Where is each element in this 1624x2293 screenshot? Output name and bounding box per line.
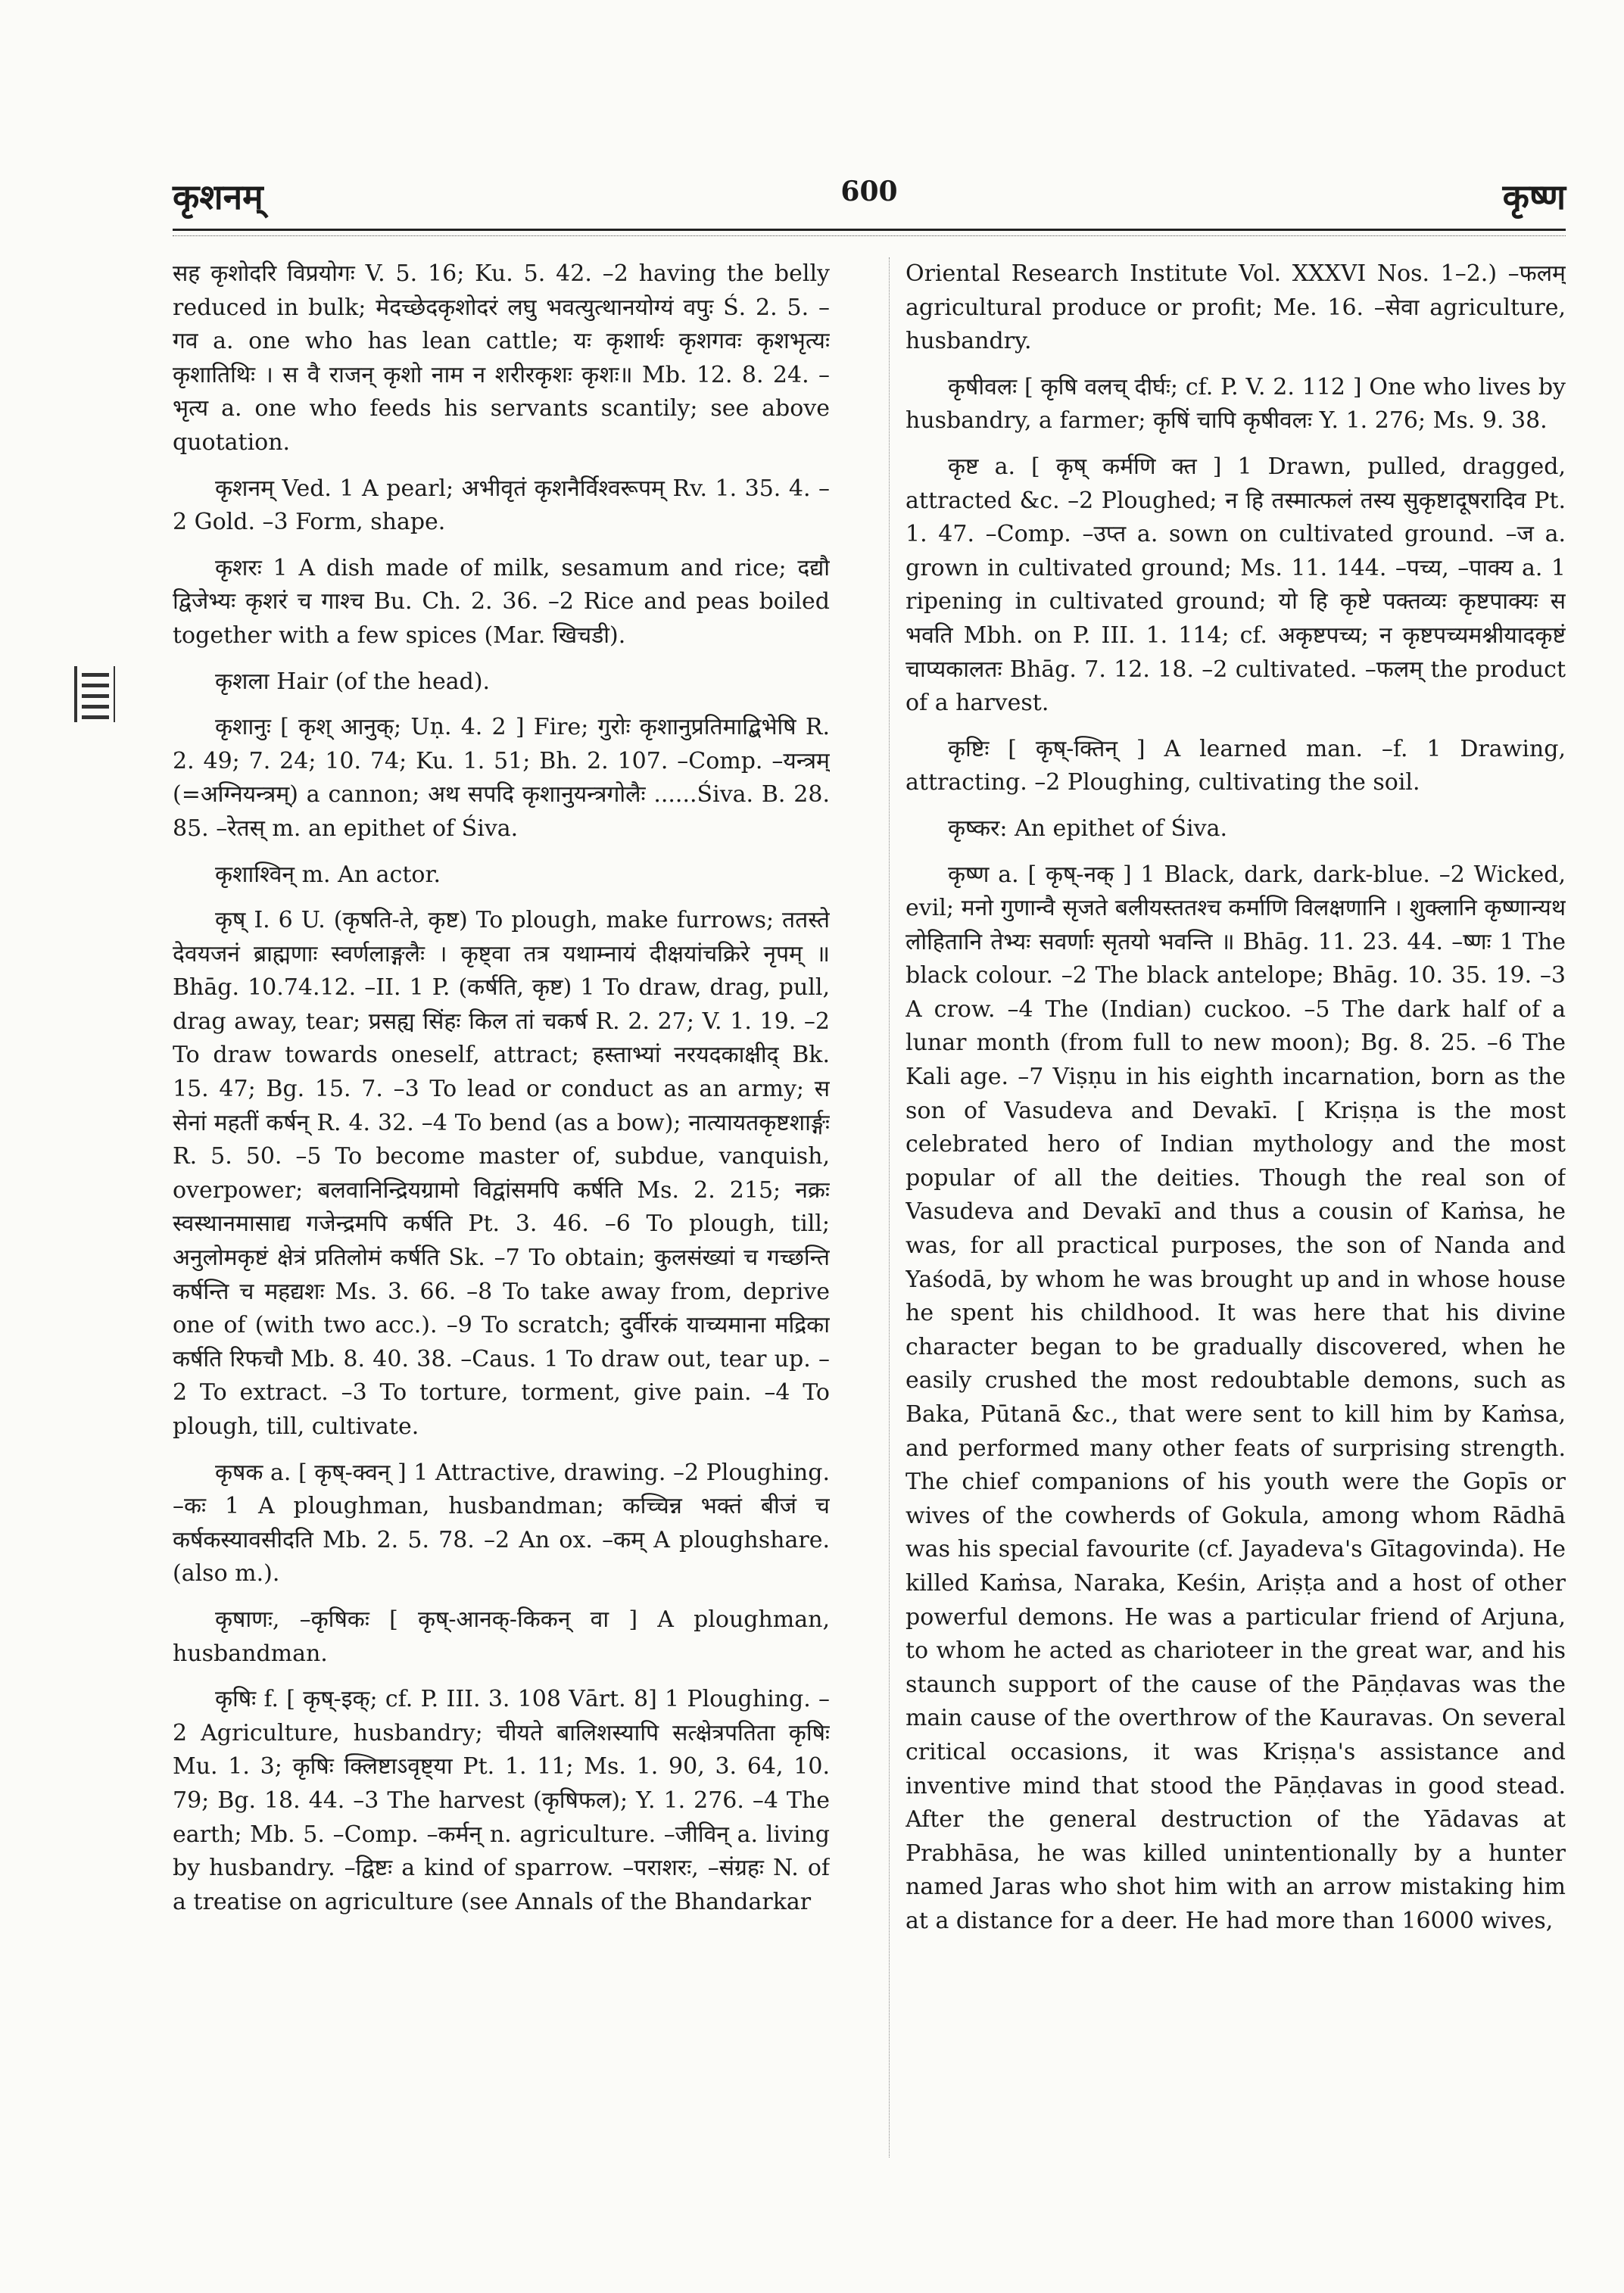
page-number: 600: [840, 176, 898, 207]
dictionary-entry: Oriental Research Institute Vol. XXXVI Nos. 1–2.) –फलम् agricultural produce or profit; Me. 16. –सेवा agriculture, husbandry.: [906, 260, 1566, 355]
right-guide-word: कृष्ण: [1502, 176, 1566, 217]
dictionary-entry: कृशाश्विन् m. An actor.: [215, 861, 441, 888]
dictionary-entry: कृषाणः, –कृषिकः [ कृष्-आनक्-किकन् वा ] A ploughman, husbandman.: [173, 1606, 830, 1667]
dictionary-entry: कृशरः 1 A dish made of milk, sesamum and rice; दद्यौ द्विजेभ्यः कृशरं च गाश्च Bu. Ch. 2. 36. –2 Rice and peas boiled together with a few spices (Mar. खिचडी).: [173, 554, 830, 649]
dictionary-entry: कृशानुः [ कृश् आनुक्; Uṇ. 4. 2 ] Fire; गुरोः कृशानुप्रतिमाद्बिभेषि R. 2. 49; 7. 24; 10. 74; Ku. 1. 51; Bh. 2. 107. –Comp. –यन्त्रम् (=अग्नियन्त्रम्) a cannon; अथ सपदि कृशानुयन्त्रगोलैः ......Śiva. B. 28. 85. –रेतस् m. an epithet of Śiva.: [173, 714, 830, 842]
dictionary-entry: कृषीवलः [ कृषि वलच् दीर्घः; cf. P. V. 2. 112 ] One who lives by husbandry, a farmer; कृषिं चापि कृषीवलः Y. 1. 276; Ms. 9. 38.: [906, 373, 1566, 435]
column-divider: [889, 257, 890, 2157]
page-header: [173, 168, 1566, 221]
dictionary-entry: सह कृशोदरि विप्रयोगः V. 5. 16; Ku. 5. 42. –2 having the belly reduced in bulk; मेदच्छेदकृशोदरं लघु भवत्युत्थानयोग्यं वपुः Ś. 2. 5. –गव a. one who has lean cattle; यः कृशार्थः कृशगवः कृशभृत्यः कृशातिथिः । स वै राजन् कृशो नाम न शरीरकृशः कृशः॥ Mb. 12. 8. 24. –भृत्य a. one who feeds his servants scantily; see above quotation.: [173, 260, 830, 456]
margin-binding-mark: [74, 666, 115, 722]
dictionary-entry: कृष्ण a. [ कृष्-नक् ] 1 Black, dark, dark-blue. –2 Wicked, evil; मनो गुणान्वै सृजते बलीयस्ततश्च कर्माणि विलक्षणानि । शुक्लानि कृष्णान्यथ लोहितानि तेभ्यः सवर्णाः सृतयो भवन्ति ॥ Bhāg. 11. 23. 44. –ष्णः 1 The black colour. –2 The black antelope; Bhāg. 10. 35. 19. –3 A crow. –4 The (Indian) cuckoo. –5 The dark half of a lunar month (from full to new moon); Bg. 8. 25. –6 The Kali age. –7 Viṣṇu in his eighth incarnation, born as the son of Vasudeva and Devakī. [ Kriṣṇa is the most celebrated hero of Indian mythology and the most popular of all the deities. Though the real son of Vasudeva and Devakī and thus a cousin of Kaṁsa, he was, for all practical purposes, the son of Nanda and Yaśodā, by whom he was brought up and in whose house he spent his childhood. It was here that his divine character began to be gradually discovered, when he easily crushed the most redoubtable demons, such as Baka, Pūtanā &c., that were sent to kill him by Kaṁsa, and performed many other feats of surprising strength. The chief companions of his youth were the Gopīs or wives of the cowherds of Gokula, among whom Rādhā was his special favourite (cf. Jayadeva's Gītagovinda). He killed Kaṁsa, Naraka, Keśin, Ariṣṭa and a host of other powerful demons. He was a particular friend of Arjuna, to whom he acted as charioteer in the great war, and his staunch support of the cause of the Pāṇḍavas was the main cause of the overthrow of the Kauravas. On several critical occasions, it was Kriṣṇa's assistance and inventive mind that stood the Pāṇḍavas in good stead. After the general destruction of the Yādavas at Prabhāsa, he was killed unintentionally by a hunter named Jaras who shot him with an arrow mistaking him at a distance for a deer. He had more than 16000 wives,: [906, 861, 1566, 1934]
dictionary-entry: कृष् I. 6 U. (कृषति-ते, कृष्ट) To plough, make furrows; ततस्ते देवयजनं ब्राह्मणाः स्वर्णलाङ्गलैः । कृष्ट्वा तत्र यथाम्नायं दीक्षयांचक्रिरे नृपम् ॥ Bhāg. 10.74.12. –II. 1 P. (कर्षति, कृष्ट) 1 To draw, drag, pull, drag away, tear; प्रसह्य सिंहः किल तां चकर्ष R. 2. 27; V. 1. 19. –2 To draw towards oneself, attract; हस्ताभ्यां नरयदकाक्षीद् Bk. 15. 47; Bg. 15. 7. –3 To lead or conduct as an army; स सेनां महतीं कर्षन् R. 4. 32. –4 To bend (as a bow); नात्यायतकृष्टशार्ङ्गः R. 5. 50. –5 To become master of, subdue, vanquish, overpower; बलवानिन्द्रियग्रामो विद्वांसमपि कर्षति Ms. 2. 215; नक्रः स्वस्थानमासाद्य गजेन्द्रमपि कर्षति Pt. 3. 46. –6 To plough, till; अनुलोमकृष्टं क्षेत्रं प्रतिलोमं कर्षति Sk. –7 To obtain; कुलसंख्यां च गच्छन्ति कर्षन्ति च महद्यशः Ms. 3. 66. –8 To take away from, deprive one of (with two acc.). –9 To scratch; दुर्वीरकं याच्यमाना मद्रिका कर्षति रिफचौ Mb. 8. 40. 38. –Caus. 1 To draw out, tear up. –2 To extract. –3 To torture, torment, give pain. –4 To plough, till, cultivate.: [173, 907, 830, 1440]
dictionary-entry: कृष्कर: An epithet of Śiva.: [948, 815, 1227, 842]
header-rule-dotted: [173, 235, 1566, 236]
header-rule: [173, 229, 1566, 231]
dictionary-entry: कृष्टिः [ कृष्-क्तिन् ] A learned man. –f. 1 Drawing, attracting. –2 Ploughing, cultivating the soil.: [906, 735, 1566, 796]
dictionary-entry: कृशला Hair (of the head).: [215, 668, 491, 695]
left-column: [173, 257, 830, 2179]
dictionary-entry: कृषिः f. [ कृष्-इक्; cf. P. III. 3. 108 Vārt. 8] 1 Ploughing. –2 Agriculture, husbandry; चीयते बालिशस्यापि सत्क्षेत्रपतिता कृषिः Mu. 1. 3; कृषिः क्लिष्टाऽवृष्ट्या Pt. 1. 11; Ms. 1. 90, 3. 64, 10. 79; Bg. 18. 44. –3 The harvest (कृषिफल); Y. 1. 276. –4 The earth; Mb. 5. –Comp. –कर्मन् n. agriculture. –जीविन् a. living by husbandry. –द्विष्टः a kind of sparrow. –पराशरः, –संग्रहः N. of a treatise on agriculture (see Annals of the Bhandarkar: [173, 1686, 830, 1915]
right-column: [906, 257, 1566, 2179]
dictionary-entry: कृशनम् Ved. 1 A pearl; अभीवृतं कृशनैर्विश्वरूपम् Rv. 1. 35. 4. –2 Gold. –3 Form, shape.: [173, 475, 830, 536]
dictionary-entry: कृषक a. [ कृष्-क्वन् ] 1 Attractive, drawing. –2 Ploughing. –कः 1 A ploughman, husbandman; कच्चिन्न भक्तं बीजं च कर्षकस्यावसीदति Mb. 2. 5. 78. –2 An ox. –कम् A ploughshare. (also m.).: [173, 1459, 830, 1587]
dictionary-entry: कृष्ट a. [ कृष् कर्मणि क्त ] 1 Drawn, pulled, dragged, attracted &c. –2 Ploughed; न हि तस्मात्फलं तस्य सुकृष्टादूषरादिव Pt. 1. 47. –Comp. –उप्त a. sown on cultivated ground. –ज a. grown in cultivated ground; Ms. 11. 144. –पच्य, –पाक्य a. 1 ripening in cultivated ground; यो हि कृष्टे पक्तव्यः कृष्टपाक्यः स भवति Mbh. on P. III. 1. 114; cf. अकृष्टपच्य; न कृष्टपच्यमश्नीयादकृष्टं चाप्यकालतः Bhāg. 7. 12. 18. –2 cultivated. –फलम् the product of a harvest.: [906, 453, 1566, 717]
left-guide-word: कृशनम्: [173, 176, 263, 217]
